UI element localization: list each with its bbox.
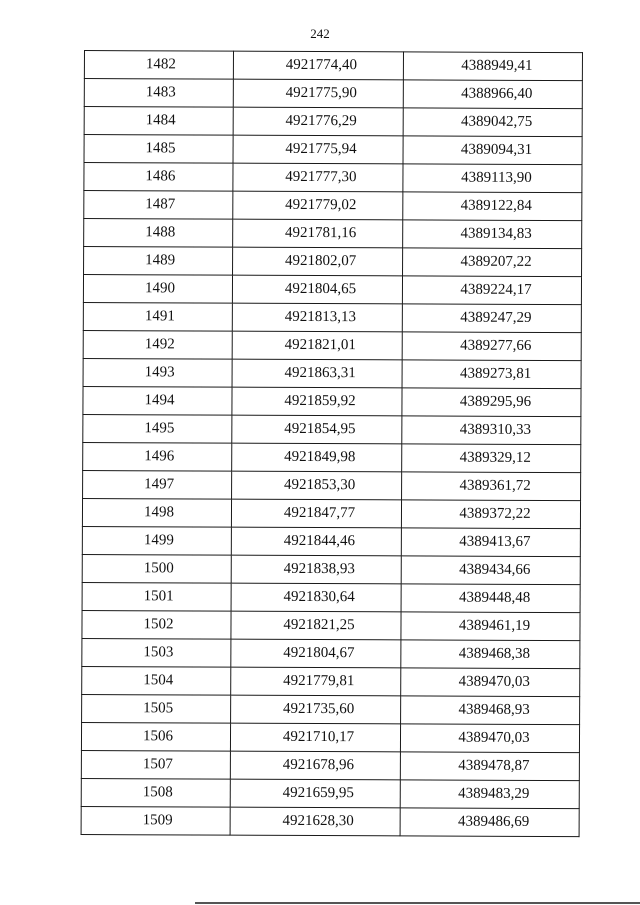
y-coordinate-cell: 4388949,41 [403, 52, 582, 81]
point-number-cell: 1503 [82, 638, 231, 667]
y-coordinate-cell: 4389224,17 [402, 276, 581, 305]
x-coordinate-cell: 4921779,81 [231, 667, 401, 696]
table-row [84, 135, 582, 165]
table-row [83, 358, 581, 388]
x-coordinate-cell: 4921847,77 [231, 499, 401, 528]
point-number-cell: 1500 [82, 554, 231, 583]
x-coordinate-cell: 4921659,95 [230, 779, 400, 808]
x-coordinate-cell: 4921804,65 [232, 275, 402, 304]
y-coordinate-cell: 4389461,19 [401, 612, 580, 641]
coordinates-table [81, 50, 583, 837]
point-number-cell: 1485 [84, 135, 233, 164]
y-coordinate-cell: 4389470,03 [400, 724, 579, 753]
point-number-cell: 1505 [82, 694, 231, 723]
page-number: 242 [310, 26, 330, 41]
x-coordinate-cell: 4921779,02 [233, 191, 403, 220]
point-number-cell: 1494 [83, 386, 232, 415]
table-row [82, 526, 580, 556]
y-coordinate-cell: 4389468,93 [401, 696, 580, 725]
table-row [83, 330, 581, 360]
y-coordinate-cell: 4389468,38 [401, 640, 580, 669]
scan-edge-line [195, 902, 640, 904]
y-coordinate-cell: 4389273,81 [402, 360, 581, 389]
point-number-cell: 1491 [83, 302, 232, 331]
x-coordinate-cell: 4921854,95 [232, 415, 402, 444]
y-coordinate-cell: 4389277,66 [402, 332, 581, 361]
point-number-cell: 1499 [82, 526, 231, 555]
y-coordinate-cell: 4389094,31 [403, 136, 582, 165]
table-row [82, 582, 580, 612]
y-coordinate-cell: 4389113,90 [403, 164, 582, 193]
table-row [81, 806, 579, 836]
table-row [84, 107, 582, 137]
table-row [84, 51, 582, 81]
table-row [84, 191, 582, 221]
y-coordinate-cell: 4388966,40 [403, 80, 582, 109]
x-coordinate-cell: 4921844,46 [231, 527, 401, 556]
point-number-cell: 1492 [83, 330, 232, 359]
x-coordinate-cell: 4921775,90 [233, 79, 403, 108]
point-number-cell: 1487 [84, 191, 233, 220]
x-coordinate-cell: 4921628,30 [230, 807, 400, 836]
y-coordinate-cell: 4389361,72 [402, 472, 581, 501]
x-coordinate-cell: 4921804,67 [231, 639, 401, 668]
point-number-cell: 1497 [83, 470, 232, 499]
y-coordinate-cell: 4389122,84 [403, 192, 582, 221]
x-coordinate-cell: 4921777,30 [233, 163, 403, 192]
y-coordinate-cell: 4389134,83 [403, 220, 582, 249]
table-row [83, 386, 581, 416]
point-number-cell: 1495 [83, 414, 232, 443]
table-row [83, 414, 581, 444]
point-number-cell: 1490 [83, 275, 232, 304]
y-coordinate-cell: 4389478,87 [400, 752, 579, 781]
point-number-cell: 1498 [82, 498, 231, 527]
table-row [82, 498, 580, 528]
x-coordinate-cell: 4921802,07 [233, 247, 403, 276]
table-row [81, 750, 579, 780]
table-row [81, 722, 579, 752]
y-coordinate-cell: 4389448,48 [401, 584, 580, 613]
y-coordinate-cell: 4389247,29 [402, 304, 581, 333]
y-coordinate-cell: 4389483,29 [400, 780, 579, 809]
table-row [84, 163, 582, 193]
table-row [84, 79, 582, 109]
point-number-cell: 1486 [84, 163, 233, 192]
x-coordinate-cell: 4921813,13 [232, 303, 402, 332]
x-coordinate-cell: 4921830,64 [231, 583, 401, 612]
table-row [83, 302, 581, 332]
point-number-cell: 1501 [82, 582, 231, 611]
point-number-cell: 1483 [84, 79, 233, 108]
point-number-cell: 1484 [84, 107, 233, 136]
x-coordinate-cell: 4921859,92 [232, 387, 402, 416]
x-coordinate-cell: 4921775,94 [233, 135, 403, 164]
x-coordinate-cell: 4921849,98 [232, 443, 402, 472]
y-coordinate-cell: 4389207,22 [403, 248, 582, 277]
point-number-cell: 1489 [84, 247, 233, 276]
point-number-cell: 1502 [82, 610, 231, 639]
point-number-cell: 1504 [82, 666, 231, 695]
table-row [83, 275, 581, 305]
y-coordinate-cell: 4389434,66 [401, 556, 580, 585]
x-coordinate-cell: 4921776,29 [233, 107, 403, 136]
x-coordinate-cell: 4921735,60 [231, 695, 401, 724]
y-coordinate-cell: 4389372,22 [401, 500, 580, 529]
table-row [84, 219, 582, 249]
table-row [82, 638, 580, 668]
table-row [82, 610, 580, 640]
coordinates-table-body [81, 51, 582, 837]
x-coordinate-cell: 4921781,16 [233, 219, 403, 248]
point-number-cell: 1496 [83, 442, 232, 471]
y-coordinate-cell: 4389470,03 [401, 668, 580, 697]
point-number-cell: 1508 [81, 778, 230, 807]
x-coordinate-cell: 4921863,31 [232, 359, 402, 388]
x-coordinate-cell: 4921821,01 [232, 331, 402, 360]
point-number-cell: 1509 [81, 806, 230, 835]
table-row [83, 470, 581, 500]
y-coordinate-cell: 4389042,75 [403, 108, 582, 137]
x-coordinate-cell: 4921710,17 [230, 723, 400, 752]
x-coordinate-cell: 4921838,93 [231, 555, 401, 584]
table-row [82, 666, 580, 696]
y-coordinate-cell: 4389486,69 [400, 808, 579, 837]
y-coordinate-cell: 4389413,67 [401, 528, 580, 557]
x-coordinate-cell: 4921821,25 [231, 611, 401, 640]
y-coordinate-cell: 4389310,33 [402, 416, 581, 445]
y-coordinate-cell: 4389329,12 [402, 444, 581, 473]
table-row [82, 694, 580, 724]
point-number-cell: 1506 [81, 722, 230, 751]
table-row [83, 442, 581, 472]
table-row [81, 778, 579, 808]
x-coordinate-cell: 4921678,96 [230, 751, 400, 780]
y-coordinate-cell: 4389295,96 [402, 388, 581, 417]
point-number-cell: 1507 [81, 750, 230, 779]
point-number-cell: 1482 [84, 51, 233, 80]
table-row [82, 554, 580, 584]
point-number-cell: 1488 [84, 219, 233, 248]
x-coordinate-cell: 4921774,40 [233, 51, 403, 80]
point-number-cell: 1493 [83, 358, 232, 387]
table-row [84, 247, 582, 277]
x-coordinate-cell: 4921853,30 [232, 471, 402, 500]
